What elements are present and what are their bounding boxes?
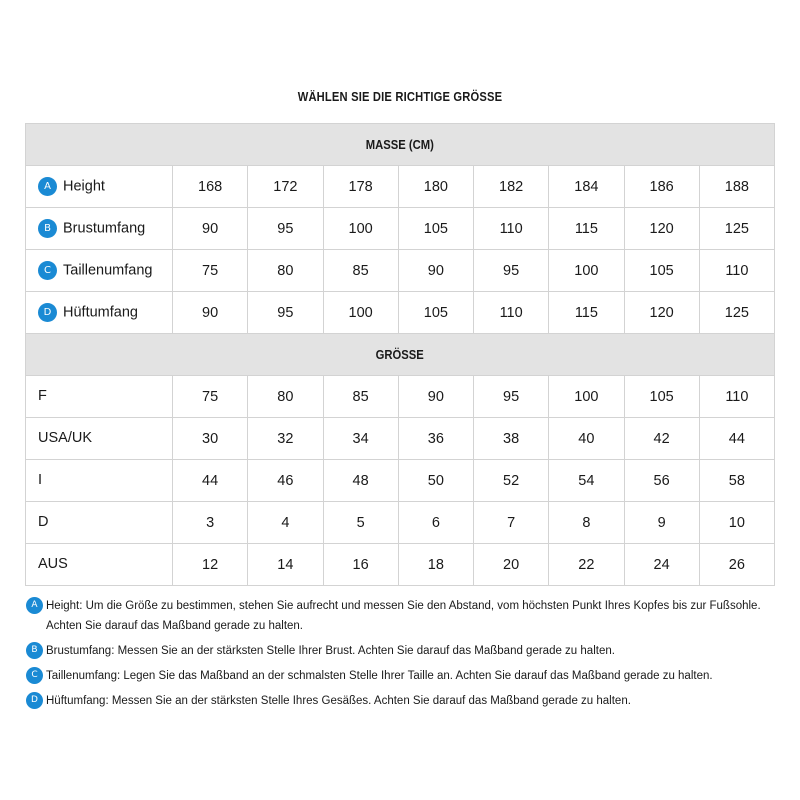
row-label-text: F <box>38 388 47 405</box>
measure-badge: D <box>38 303 57 322</box>
table-row <box>26 292 775 334</box>
row-label <box>26 292 173 334</box>
table-cell: 100 <box>323 208 398 250</box>
table-cell: 172 <box>248 166 323 208</box>
row-label <box>26 250 173 292</box>
table-row <box>26 208 775 250</box>
table-row <box>26 166 775 208</box>
table-cell: 110 <box>699 250 774 292</box>
table-cell: 50 <box>398 460 473 502</box>
table-cell: 125 <box>699 292 774 334</box>
table-cell: 58 <box>699 460 774 502</box>
table-cell: 4 <box>248 502 323 544</box>
table-cell: 32 <box>248 418 323 460</box>
row-label <box>26 460 173 502</box>
table-cell: 90 <box>173 292 248 334</box>
row-label-text: Brustumfang <box>63 220 146 237</box>
table-cell: 42 <box>624 418 699 460</box>
row-label-text: Hüftumfang <box>63 304 138 321</box>
table-cell: 105 <box>624 250 699 292</box>
table-cell: 85 <box>323 250 398 292</box>
table-cell: 95 <box>248 292 323 334</box>
table-cell: 12 <box>173 544 248 586</box>
row-label-text: Taillenumfang <box>63 262 153 279</box>
table-row <box>26 250 775 292</box>
table-cell: 38 <box>474 418 549 460</box>
table-cell: 184 <box>549 166 624 208</box>
measure-badge: B <box>38 219 57 238</box>
table-cell: 52 <box>474 460 549 502</box>
table-cell: 168 <box>173 166 248 208</box>
table-cell: 125 <box>699 208 774 250</box>
note-text: Brustumfang: Messen Sie an der stärksten Stelle Ihrer Brust. Achten Sie darauf das Maßband gerade zu halten. <box>46 645 615 657</box>
table-cell: 90 <box>398 376 473 418</box>
note-item <box>26 641 796 661</box>
table-cell: 46 <box>248 460 323 502</box>
table-row <box>26 544 775 586</box>
table-cell: 90 <box>398 250 473 292</box>
table-cell: 26 <box>699 544 774 586</box>
row-label <box>26 166 173 208</box>
table-cell: 105 <box>624 376 699 418</box>
table-row <box>26 460 775 502</box>
note-item <box>26 596 796 636</box>
table-cell: 6 <box>398 502 473 544</box>
row-label-text: D <box>38 514 49 531</box>
note-text: Taillenumfang: Legen Sie das Maßband an der schmalsten Stelle Ihrer Taille an. Achten Sie darauf das Maßband gerade zu halten. <box>46 670 713 682</box>
table-cell: 85 <box>323 376 398 418</box>
table-cell: 18 <box>398 544 473 586</box>
table-row <box>26 502 775 544</box>
table-cell: 22 <box>549 544 624 586</box>
row-label <box>26 544 173 586</box>
row-label <box>26 502 173 544</box>
note-item <box>26 691 796 711</box>
table-cell: 54 <box>549 460 624 502</box>
table-cell: 10 <box>699 502 774 544</box>
table-cell: 44 <box>173 460 248 502</box>
table-cell: 3 <box>173 502 248 544</box>
note-text: Height: Um die Größe zu bestimmen, stehen Sie aufrecht und messen Sie den Abstand, vom höchsten Punkt Ihres Kopfes bis zur Fußsohle. Achten Sie darauf das Maßband gerade zu halten. <box>46 600 761 632</box>
measurements-header-label: MASSE (CM) <box>365 137 435 152</box>
table-cell: 7 <box>474 502 549 544</box>
row-label <box>26 376 173 418</box>
table-cell: 9 <box>624 502 699 544</box>
row-label-text: USA/UK <box>38 430 92 447</box>
table-cell: 80 <box>248 376 323 418</box>
table-cell: 48 <box>323 460 398 502</box>
row-label-text: I <box>38 472 43 489</box>
table-cell: 110 <box>699 376 774 418</box>
sizes-header-label: GRÖSSE <box>375 347 425 362</box>
table-cell: 44 <box>699 418 774 460</box>
table-cell: 75 <box>173 376 248 418</box>
table-cell: 182 <box>474 166 549 208</box>
table-cell: 100 <box>549 250 624 292</box>
table-cell: 75 <box>173 250 248 292</box>
note-badge: B <box>26 642 43 659</box>
measurement-notes <box>26 596 796 716</box>
page-title: WÄHLEN SIE DIE RICHTIGE GRÖSSE <box>297 89 503 104</box>
table-cell: 24 <box>624 544 699 586</box>
table-cell: 120 <box>624 208 699 250</box>
size-chart-table <box>25 123 775 586</box>
measure-badge: C <box>38 261 57 280</box>
note-badge: C <box>26 667 43 684</box>
row-label <box>26 418 173 460</box>
note-badge: A <box>26 597 43 614</box>
table-cell: 8 <box>549 502 624 544</box>
row-label-text: AUS <box>38 556 68 573</box>
row-label-text: Height <box>63 178 105 195</box>
table-cell: 120 <box>624 292 699 334</box>
table-cell: 110 <box>474 208 549 250</box>
table-cell: 110 <box>474 292 549 334</box>
table-cell: 95 <box>474 376 549 418</box>
table-cell: 36 <box>398 418 473 460</box>
table-cell: 56 <box>624 460 699 502</box>
measure-badge: A <box>38 177 57 196</box>
table-cell: 40 <box>549 418 624 460</box>
table-cell: 105 <box>398 292 473 334</box>
table-cell: 30 <box>173 418 248 460</box>
sizes-header <box>26 334 775 376</box>
table-cell: 95 <box>248 208 323 250</box>
table-row <box>26 418 775 460</box>
table-cell: 115 <box>549 292 624 334</box>
table-cell: 180 <box>398 166 473 208</box>
table-cell: 95 <box>474 250 549 292</box>
table-cell: 186 <box>624 166 699 208</box>
table-cell: 178 <box>323 166 398 208</box>
measurements-header <box>26 124 775 166</box>
row-label <box>26 208 173 250</box>
table-cell: 16 <box>323 544 398 586</box>
table-cell: 80 <box>248 250 323 292</box>
table-cell: 5 <box>323 502 398 544</box>
table-cell: 100 <box>549 376 624 418</box>
table-cell: 115 <box>549 208 624 250</box>
table-cell: 20 <box>474 544 549 586</box>
table-cell: 100 <box>323 292 398 334</box>
table-cell: 105 <box>398 208 473 250</box>
note-badge: D <box>26 692 43 709</box>
note-item <box>26 666 796 686</box>
note-text: Hüftumfang: Messen Sie an der stärksten Stelle Ihres Gesäßes. Achten Sie darauf das Maßband gerade zu halten. <box>46 695 631 707</box>
table-cell: 34 <box>323 418 398 460</box>
table-cell: 90 <box>173 208 248 250</box>
table-row <box>26 376 775 418</box>
table-cell: 14 <box>248 544 323 586</box>
table-cell: 188 <box>699 166 774 208</box>
